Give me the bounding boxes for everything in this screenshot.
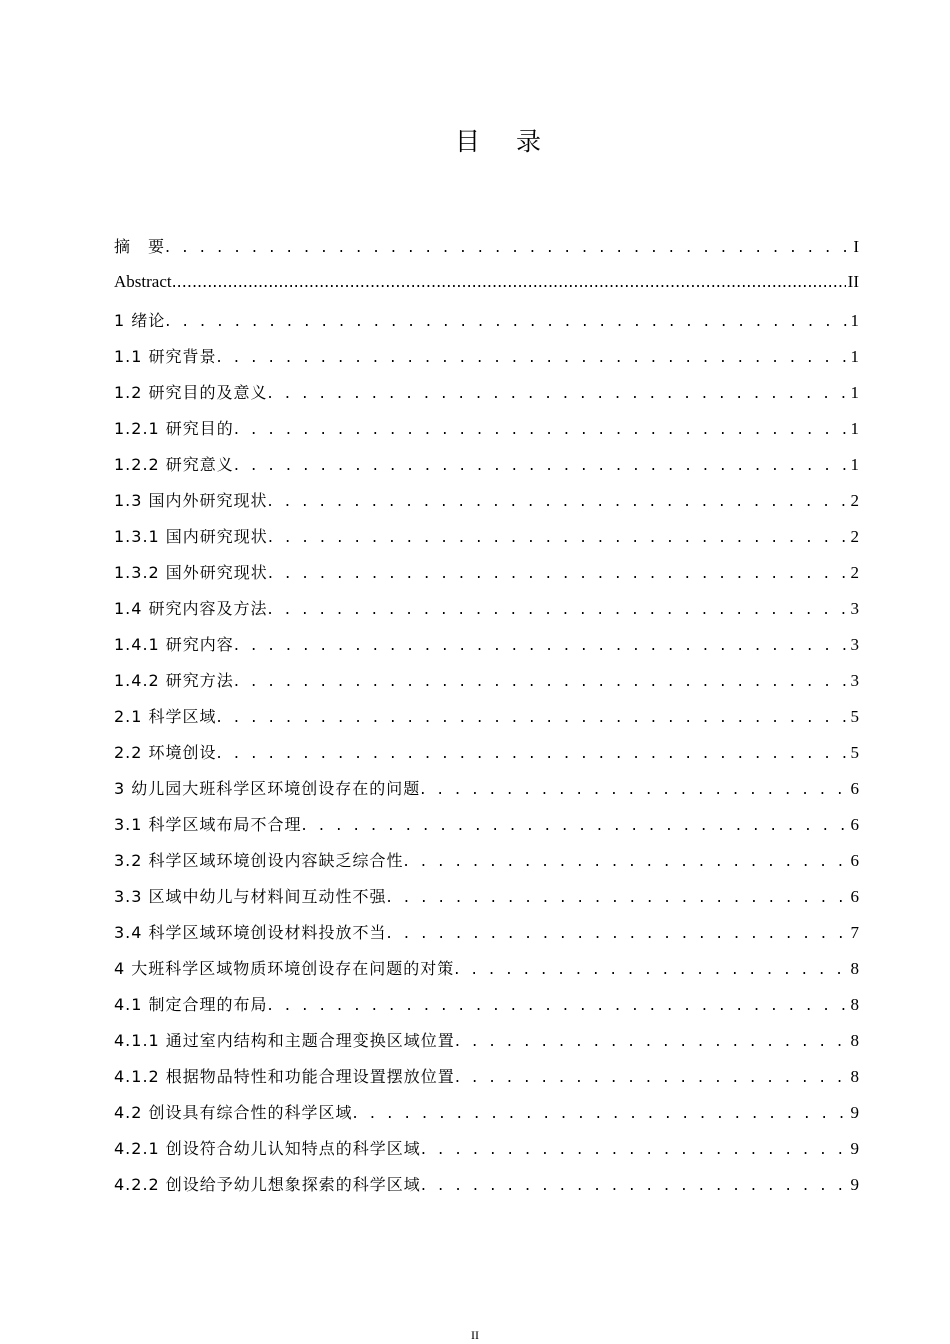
- toc-entry-label: 4 大班科学区域物质环境创设存在问题的对策: [114, 959, 455, 978]
- toc-leader-dots: [172, 272, 846, 291]
- toc-entry-page: 6: [850, 887, 859, 906]
- toc-leader-dots: [165, 311, 848, 330]
- toc-entry-page: 8: [850, 959, 859, 978]
- toc-entry-page: 6: [850, 851, 859, 870]
- toc-entry[interactable]: [114, 488, 859, 524]
- toc-entry-page: 8: [850, 1031, 859, 1050]
- toc-entry-page: 3: [850, 599, 859, 618]
- toc-entry-page: I: [853, 237, 859, 256]
- toc-leader-dots: [234, 671, 849, 690]
- toc-entry-label: 3.2 科学区域环境创设内容缺乏综合性: [114, 851, 404, 870]
- toc-entry-label: 1.4.1 研究内容: [114, 635, 234, 654]
- toc-entry-page: 7: [850, 923, 859, 942]
- toc-entry-label: 4.2 创设具有综合性的科学区域: [114, 1103, 353, 1122]
- toc-entry-page: 1: [850, 347, 859, 366]
- toc-entry-label: 1.3.2 国外研究现状: [114, 563, 268, 582]
- toc-entry[interactable]: [114, 812, 859, 848]
- toc-entry-page: 1: [850, 419, 859, 438]
- toc-entry-label: 2.1 科学区域: [114, 707, 217, 726]
- toc-entry-label: 4.1 制定合理的布局: [114, 995, 268, 1014]
- toc-entry-label: 1.2 研究目的及意义: [114, 383, 268, 402]
- toc-entry-label: 3.3 区域中幼儿与材料间互动性不强: [114, 887, 387, 906]
- toc-leader-dots: [268, 383, 849, 402]
- toc-entry[interactable]: [114, 1100, 859, 1136]
- toc-entry-page: 8: [850, 995, 859, 1014]
- toc-entry-label: Abstract: [114, 272, 172, 291]
- toc-entry-page: 5: [850, 743, 859, 762]
- toc-entry[interactable]: [114, 848, 859, 884]
- toc-leader-dots: [302, 815, 849, 834]
- toc-leader-dots: [165, 237, 851, 256]
- toc-entry-label: 1.2.2 研究意义: [114, 455, 234, 474]
- toc-entry-page: 9: [850, 1139, 859, 1158]
- toc-leader-dots: [217, 347, 849, 366]
- toc-entry[interactable]: [114, 632, 859, 668]
- toc-entry[interactable]: [114, 1136, 859, 1172]
- toc-leader-dots: [404, 851, 849, 870]
- toc-entry[interactable]: [114, 272, 859, 308]
- toc-leader-dots: [268, 491, 849, 510]
- table-of-contents: [114, 234, 859, 1208]
- toc-leader-dots: [353, 1103, 849, 1122]
- toc-leader-dots: [234, 419, 849, 438]
- toc-leader-dots: [268, 599, 849, 618]
- toc-entry-page: 1: [850, 311, 859, 330]
- toc-entry-label: 3.1 科学区域布局不合理: [114, 815, 302, 834]
- toc-entry-label: 3 幼儿园大班科学区环境创设存在的问题: [114, 779, 421, 798]
- toc-entry-label: 4.2.1 创设符合幼儿认知特点的科学区域: [114, 1139, 421, 1158]
- toc-leader-dots: [420, 779, 848, 798]
- toc-entry[interactable]: [114, 884, 859, 920]
- toc-leader-dots: [217, 707, 849, 726]
- toc-entry-page: 2: [850, 491, 859, 510]
- toc-entry-page: 3: [850, 671, 859, 690]
- toc-entry[interactable]: [114, 704, 859, 740]
- toc-entry[interactable]: [114, 452, 859, 488]
- toc-leader-dots: [421, 1175, 849, 1194]
- page-number: II: [471, 1328, 479, 1342]
- toc-entry-page: 1: [850, 455, 859, 474]
- toc-entry[interactable]: [114, 560, 859, 596]
- toc-entry-label: 1.2.1 研究目的: [114, 419, 234, 438]
- toc-leader-dots: [455, 1067, 849, 1086]
- toc-entry-page: II: [847, 272, 859, 291]
- page-title: 目 录: [455, 127, 555, 156]
- toc-entry-label: 1 绪论: [114, 311, 166, 330]
- toc-entry[interactable]: [114, 776, 859, 812]
- toc-entry[interactable]: [114, 380, 859, 416]
- toc-entry-page: 5: [850, 707, 859, 726]
- toc-entry-label: 3.4 科学区域环境创设材料投放不当: [114, 923, 387, 942]
- toc-leader-dots: [387, 887, 849, 906]
- toc-entry[interactable]: [114, 596, 859, 632]
- toc-entry-page: 9: [850, 1103, 859, 1122]
- toc-entry[interactable]: [114, 740, 859, 776]
- toc-leader-dots: [268, 995, 849, 1014]
- toc-entry-label: 4.1.2 根据物品特性和功能合理设置摆放位置: [114, 1067, 455, 1086]
- toc-entry-page: 1: [850, 383, 859, 402]
- toc-entry[interactable]: [114, 308, 859, 344]
- toc-entry[interactable]: [114, 524, 859, 560]
- toc-entry-label: 1.1 研究背景: [114, 347, 217, 366]
- toc-entry-page: 2: [850, 563, 859, 582]
- toc-entry-label: 1.4.2 研究方法: [114, 671, 234, 690]
- toc-entry[interactable]: [114, 956, 859, 992]
- toc-leader-dots: [217, 743, 849, 762]
- toc-entry[interactable]: [114, 416, 859, 452]
- toc-entry-label: 摘 要: [114, 237, 166, 256]
- toc-entry-label: 4.2.2 创设给予幼儿想象探索的科学区域: [114, 1175, 421, 1194]
- toc-entry[interactable]: [114, 1064, 859, 1100]
- toc-leader-dots: [234, 635, 849, 654]
- toc-entry-page: 3: [850, 635, 859, 654]
- toc-entry-label: 1.3 国内外研究现状: [114, 491, 268, 510]
- toc-entry[interactable]: [114, 920, 859, 956]
- toc-entry-label: 1.4 研究内容及方法: [114, 599, 268, 618]
- toc-entry-page: 2: [850, 527, 859, 546]
- toc-entry-label: 1.3.1 国内研究现状: [114, 527, 268, 546]
- toc-entry[interactable]: [114, 1028, 859, 1064]
- toc-entry-page: 6: [850, 779, 859, 798]
- toc-leader-dots: [455, 1031, 849, 1050]
- toc-entry-label: 2.2 环境创设: [114, 743, 217, 762]
- toc-leader-dots: [421, 1139, 849, 1158]
- toc-leader-dots: [387, 923, 849, 942]
- toc-entry-page: 9: [850, 1175, 859, 1194]
- toc-entry[interactable]: [114, 1172, 859, 1208]
- toc-leader-dots: [268, 527, 849, 546]
- toc-leader-dots: [268, 563, 849, 582]
- toc-entry[interactable]: [114, 234, 859, 272]
- toc-leader-dots: [234, 455, 849, 474]
- toc-entry-page: 8: [850, 1067, 859, 1086]
- toc-entry[interactable]: [114, 992, 859, 1028]
- toc-entry-page: 6: [850, 815, 859, 834]
- toc-entry[interactable]: [114, 344, 859, 380]
- toc-leader-dots: [454, 959, 848, 978]
- toc-entry-label: 4.1.1 通过室内结构和主题合理变换区域位置: [114, 1031, 455, 1050]
- toc-entry[interactable]: [114, 668, 859, 704]
